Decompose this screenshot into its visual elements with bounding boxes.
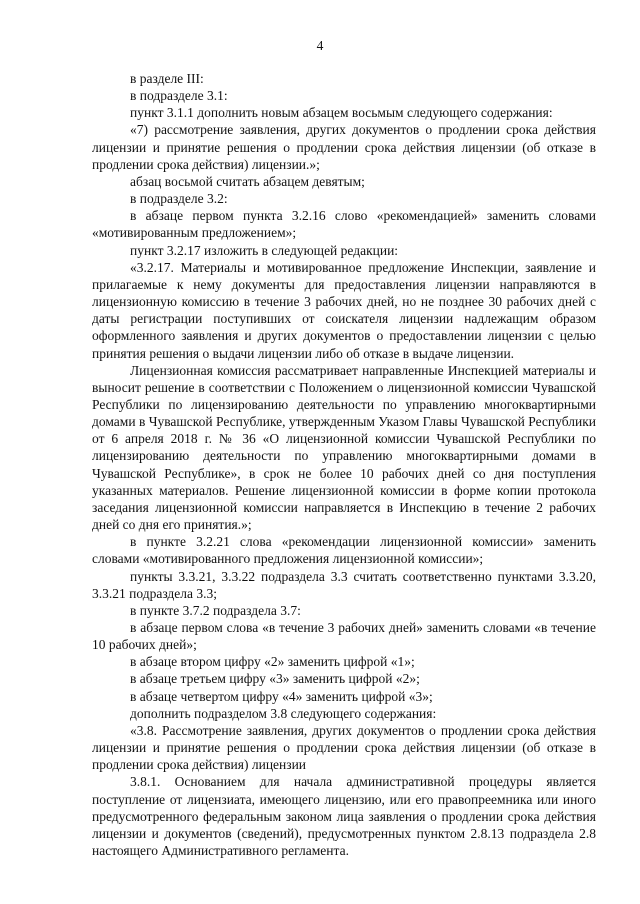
paragraph-indent-first: в абзаце первом слова «в течение 3 рабочих дней» заменить словами «в течение 10 рабочих дней»; [92,620,596,653]
paragraph-subsection-3-2: в подразделе 3.2: [130,191,228,207]
paragraph-item-3-2-17-text: «3.2.17. Материалы и мотивированное предложение Инспекции, заявление и прилагаемые к нему документы для предоставления лицензии направляются в лицензионную комиссию в течение 3 рабочих дней, но не позднее 30 рабочих дней с даты регистрации поступивших от соискателя лицензии надлежащим образом оформленного заявления и других документов о предоставлении лицензии с целью принятия решения о выдачи лицензии либо об отказе в выдаче лицензии. [92,259,596,361]
paragraph-subsection-3-1: в подразделе 3.1: [130,88,228,104]
paragraph-renumber-indent: абзац восьмой считать абзацем девятым; [130,173,365,189]
paragraph-item-3-7-2: в пункте 3.7.2 подраздела 3.7: [130,602,301,618]
paragraph-item-3-1-1: пункт 3.1.1 дополнить новым абзацем восьмым следующего содержания: [130,105,553,121]
page-number: 4 [316,38,324,53]
paragraph-item-3-2-16: в абзаце первом пункта 3.2.16 слово «рекомендацией» заменить словами «мотивированным предложением»; [92,208,596,241]
paragraph-item-3-2-21: в пункте 3.2.21 слова «рекомендации лицензионной комиссии» заменить словами «мотивированного предложения лицензионной комиссии»; [92,534,596,567]
paragraph-licensing-commission: Лицензионная комиссия рассматривает направленные Инспекцией материалы и выносит решение в соответствии с Положением о лицензионной комиссии Чувашской Республики по лицензированию деятельности по управлению многоквартирными домами в Чувашской Республике, утвержденным Указом Главы Чувашской Республики от 6 апреля 2018 г. № 36 «О лицензионной комиссии Чувашской Республики по лицензированию деятельности по управлению многоквартирными домами в Чувашской Республике», в срок не более 10 рабочих дней со дня поступления указанных материалов. Решение лицензионной комиссии в форме копии протокола заседания лицензионной комиссии направляется в Инспекцию в течение 2 рабочих дней со дня его принятия.»; [92,362,597,533]
paragraph-indent-second: в абзаце втором цифру «2» заменить цифрой «1»; [130,654,415,670]
paragraph-items-3-3-21-22: пункты 3.3.21, 3.3.22 подраздела 3.3 считать соответственно пунктами 3.3.20, 3.3.21 подраздела 3.3; [92,568,596,601]
paragraph-new-indent-7: «7) рассмотрение заявления, других документов о продлении срока действия лицензии и принятие решения о продлении срока действия лицензии (об отказе в продлении срока действия) лицензии.»; [92,122,596,172]
paragraph-add-subsection-3-8: дополнить подразделом 3.8 следующего содержания: [130,705,437,721]
document-body [92,70,596,859]
paragraph-item-3-2-17-intro: пункт 3.2.17 изложить в следующей редакции: [130,242,399,258]
paragraph-section-iii: в разделе III: [130,71,204,86]
paragraph-subsection-3-8-title: «3.8. Рассмотрение заявления, других документов о продлении срока действия лицензии и принятие решения о продлении срока действия лицензии (об отказе в продлении срока действия) лицензии [92,722,596,773]
paragraph-indent-fourth: в абзаце четвертом цифру «4» заменить цифрой «3»; [130,688,433,704]
paragraph-item-3-8-1: 3.8.1. Основанием для начала административной процедуры является поступление от лицензиата, имеющего лицензию, или его правопреемника или иного предусмотренного федеральным законом лица заявления о продлении срока действия лицензии и документов (сведений), предусмотренных пунктом 2.8.13 подраздела 2.8 настоящего Административного регламента. [92,774,596,859]
paragraph-indent-third: в абзаце третьем цифру «3» заменить цифрой «2»; [130,671,420,687]
